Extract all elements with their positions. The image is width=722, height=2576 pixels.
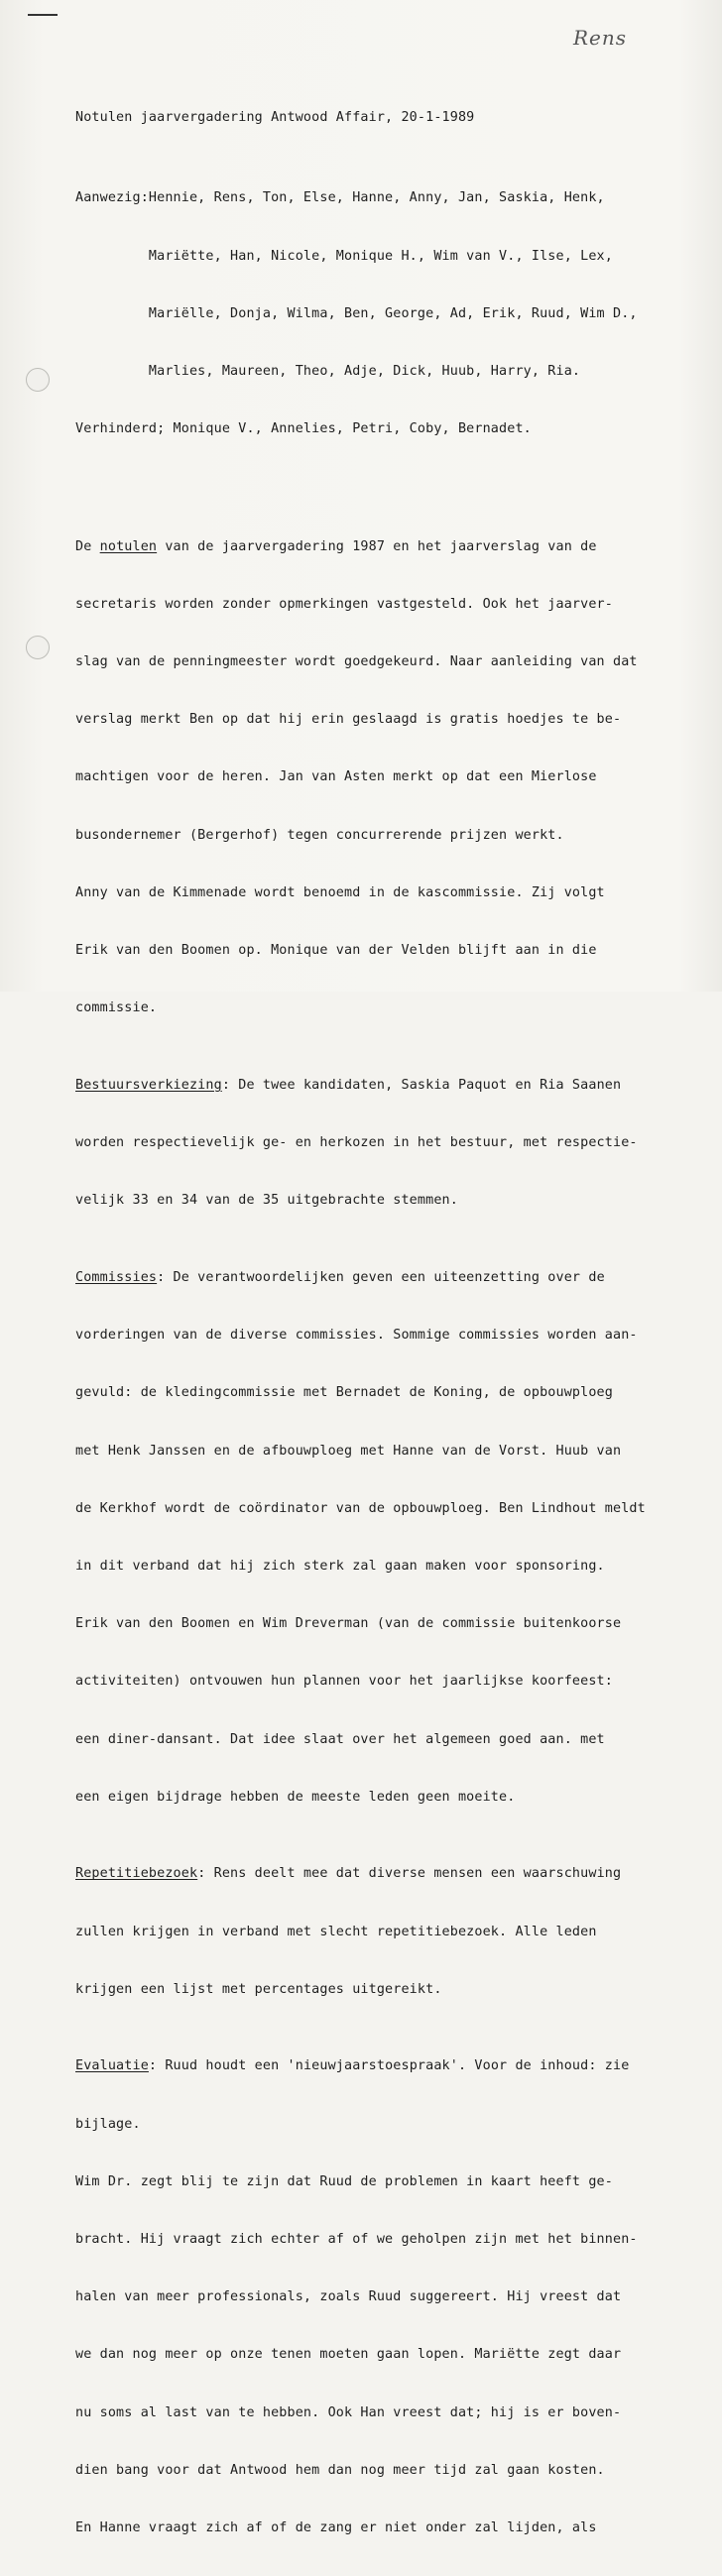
section-heading-evaluatie: Evaluatie — [75, 2058, 149, 2074]
paragraph-line: activiteiten) ontvouwen hun plannen voor het jaarlijkse koorfeest: — [75, 1674, 613, 1690]
paragraph-line: Repetitiebezoek: Rens deelt mee dat diverse mensen een waarschuwing — [75, 1866, 622, 1882]
paragraph-line: velijk 33 en 34 van de 35 uitgebrachte stemmen. — [75, 1193, 458, 1209]
paragraph-line: secretaris worden zonder opmerkingen vastgesteld. Ook het jaarver- — [75, 596, 613, 612]
paragraph-line: bijlage. — [75, 2116, 141, 2132]
minutes-text — [75, 69, 690, 2576]
punch-hole-bottom — [26, 636, 50, 659]
document-title: Notulen jaarvergadering Antwood Affair, 20-1-1989 — [75, 109, 475, 125]
paragraph-line: Erik van den Boomen en Wim Dreverman (van de commissie buitenkoorse — [75, 1616, 622, 1632]
paragraph-line: Wim Dr. zegt blij te zijn dat Ruud de problemen in kaart heeft ge- — [75, 2173, 613, 2189]
paragraph-line: zullen krijgen in verband met slecht repetitiebezoek. Alle leden — [75, 1924, 597, 1939]
paragraph-line: Erik van den Boomen op. Monique van der Velden blijft aan in die — [75, 943, 597, 959]
paragraph-line: De notulen van de jaarvergadering 1987 en het jaarverslag van de — [75, 538, 597, 554]
paragraph-line: een diner-dansant. Dat idee slaat over het algemeen goed aan. met — [75, 1731, 605, 1747]
margin-dash — [28, 14, 58, 16]
present-line: Marlies, Maureen, Theo, Adje, Dick, Huub, Harry, Ria. — [75, 364, 581, 380]
absent-line: Verhinderd; Monique V., Annelies, Petri, Coby, Bernadet. — [75, 421, 532, 437]
paragraph-line: machtigen voor de heren. Jan van Asten merkt op dat een Mierlose — [75, 769, 597, 785]
section-heading-commissies: Commissies — [75, 1269, 158, 1285]
notulen-heading: notulen — [99, 538, 158, 554]
handwritten-name: Rens — [573, 26, 628, 50]
paragraph-line: commissie. — [75, 1000, 158, 1016]
section-heading-bestuursverkiezing: Bestuursverkiezing — [75, 1077, 222, 1093]
paragraph-line: nu soms al last van te hebben. Ook Han vreest dat; hij is er boven- — [75, 2404, 622, 2420]
paragraph-line: Commissies: De verantwoordelijken geven een uiteenzetting over de — [75, 1269, 605, 1285]
paragraph-line: gevuld: de kledingcommissie met Bernadet de Koning, de opbouwploeg — [75, 1385, 613, 1401]
paragraph-line: worden respectievelijk ge- en herkozen in het bestuur, met respectie- — [75, 1135, 638, 1151]
paragraph-line: in dit verband dat hij zich sterk zal gaan maken voor sponsoring. — [75, 1558, 605, 1574]
paragraph-line: vorderingen van de diverse commissies. Sommige commissies worden aan- — [75, 1328, 638, 1344]
present-line: Aanwezig:Hennie, Rens, Ton, Else, Hanne, Anny, Jan, Saskia, Henk, — [75, 190, 605, 206]
punch-hole-top — [26, 368, 50, 392]
paragraph-line: En Hanne vraagt zich af of de zang er niet onder zal lijden, als — [75, 2519, 597, 2535]
paragraph-line: Evaluatie: Ruud houdt een 'nieuwjaarstoespraak'. Voor de inhoud: zie — [75, 2058, 630, 2074]
paragraph-line: met Henk Janssen en de afbouwploeg met Hanne van de Vorst. Huub van — [75, 1443, 622, 1459]
paragraph-line: busondernemer (Bergerhof) tegen concurrerende prijzen werkt. — [75, 827, 564, 843]
paragraph-line: de Kerkhof wordt de coördinator van de opbouwploeg. Ben Lindhout meldt — [75, 1500, 646, 1516]
present-line: Mariëlle, Donja, Wilma, Ben, George, Ad, Erik, Ruud, Wim D., — [75, 305, 638, 321]
paragraph-line: verslag merkt Ben op dat hij erin geslaagd is gratis hoedjes te be- — [75, 712, 622, 728]
paragraph-line: een eigen bijdrage hebben de meeste leden geen moeite. — [75, 1789, 516, 1805]
paragraph-line: Anny van de Kimmenade wordt benoemd in de kascommissie. Zij volgt — [75, 884, 605, 900]
paragraph-line: krijgen een lijst met percentages uitgereikt. — [75, 1981, 442, 1997]
paragraph-line: slag van de penningmeester wordt goedgekeurd. Naar aanleiding van dat — [75, 654, 638, 670]
section-heading-repetitiebezoek: Repetitiebezoek — [75, 1866, 198, 1882]
paragraph-line: we dan nog meer op onze tenen moeten gaan lopen. Mariëtte zegt daar — [75, 2347, 622, 2363]
paragraph-line: Bestuursverkiezing: De twee kandidaten, Saskia Paquot en Ria Saanen — [75, 1077, 622, 1093]
paragraph-line: bracht. Hij vraagt zich echter af of we geholpen zijn met het binnen- — [75, 2231, 638, 2247]
paragraph-line: halen van meer professionals, zoals Ruud suggereert. Hij vreest dat — [75, 2289, 622, 2305]
paragraph-line: dien bang voor dat Antwood hem dan nog meer tijd zal gaan kosten. — [75, 2462, 605, 2478]
present-line: Mariëtte, Han, Nicole, Monique H., Wim van V., Ilse, Lex, — [75, 248, 613, 264]
